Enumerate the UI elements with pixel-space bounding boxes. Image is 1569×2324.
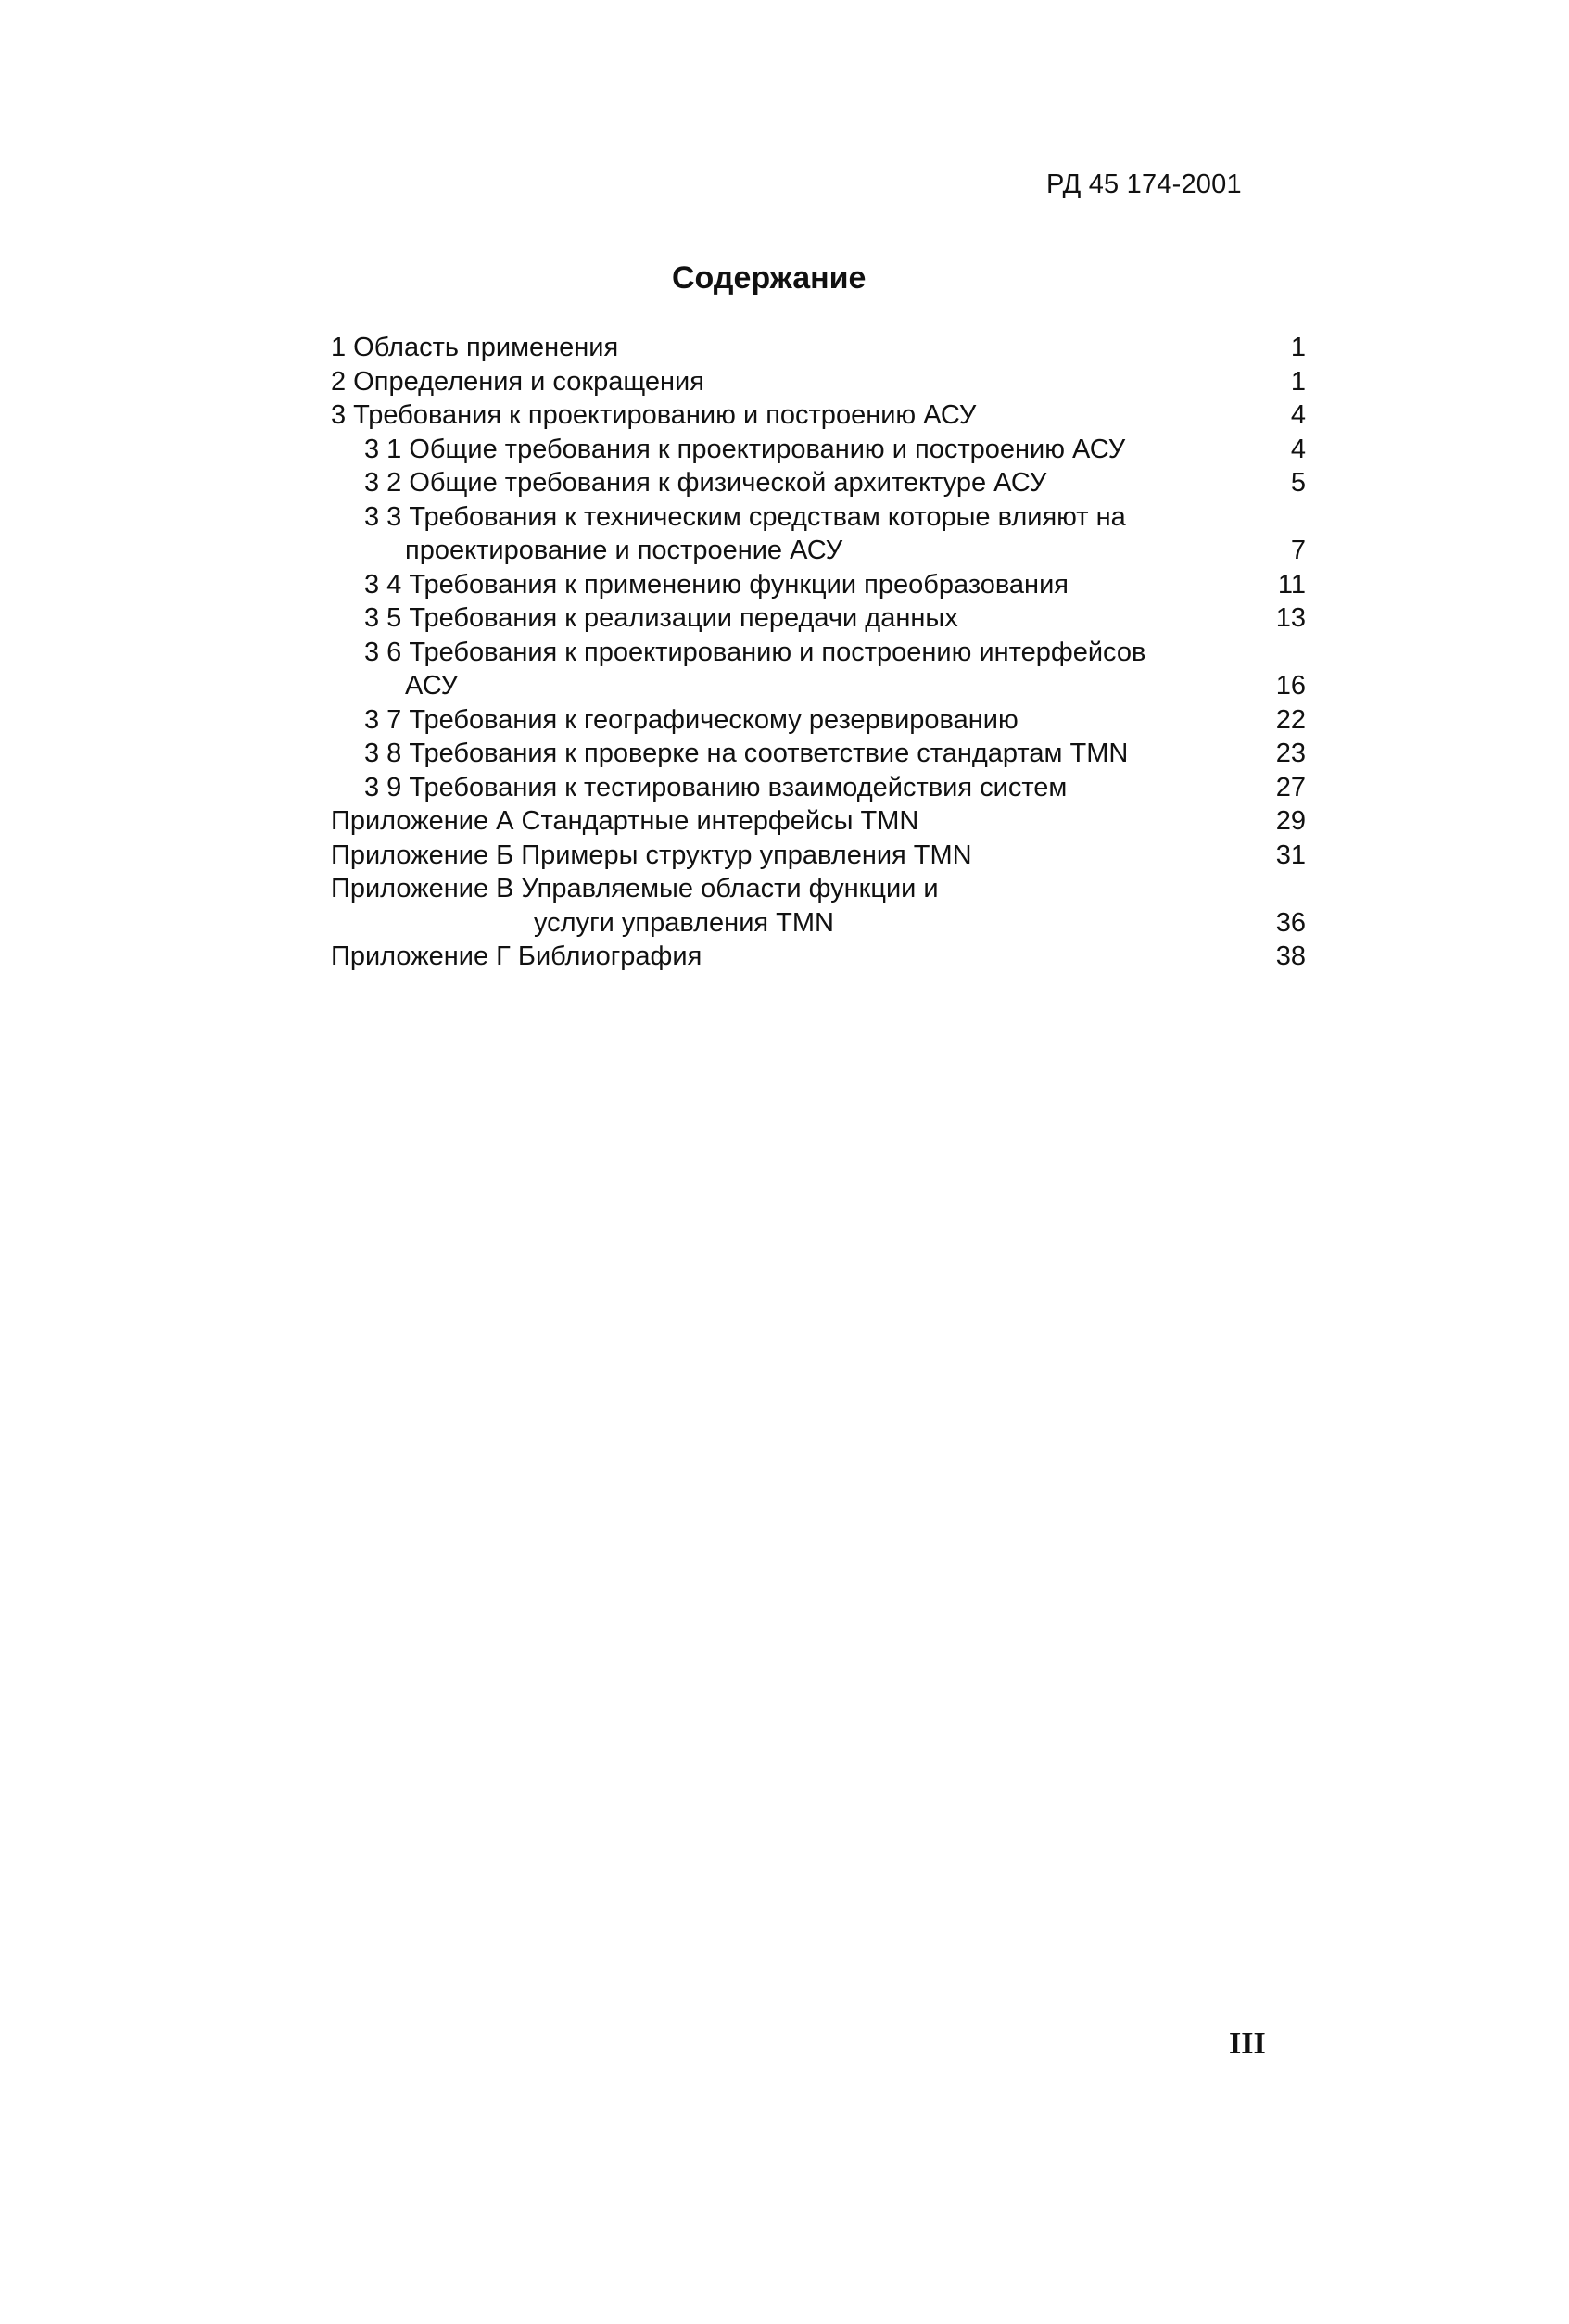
toc-entry-title: 3 5 Требования к реализации передачи данных	[364, 603, 958, 633]
toc-entry	[0, 669, 1569, 703]
toc-entry	[0, 804, 1569, 839]
toc-entry-page: 13	[1275, 603, 1306, 633]
toc-entry-page: 4	[1290, 434, 1306, 464]
toc-entry-title: 3 Требования к проектированию и построению АСУ	[331, 400, 977, 430]
toc-entry-title: проектирование и построение АСУ	[405, 536, 843, 565]
toc-entry-page: 38	[1275, 941, 1306, 971]
toc-entry	[0, 500, 1569, 535]
toc-entry-page: 1	[1290, 366, 1306, 397]
toc-entry-page: 7	[1290, 536, 1306, 565]
toc-entry-title: услуги управления TMN	[534, 907, 834, 938]
toc-entry-title: 3 2 Общие требования к физической архитектуре АСУ	[364, 468, 1047, 498]
toc-entry	[0, 839, 1569, 873]
toc-entry-page: 36	[1275, 907, 1306, 938]
toc-entry-page: 22	[1275, 704, 1306, 735]
toc-entry-title: Приложение В Управляемые области функции и	[331, 874, 939, 903]
toc-entry-page: 11	[1277, 569, 1306, 600]
toc-entry-title: Приложение А Стандартные интерфейсы TMN	[331, 806, 919, 836]
toc-entry	[0, 636, 1569, 670]
toc-entry-title: 3 4 Требования к применению функции преобразования	[364, 569, 1069, 600]
toc-entry	[0, 534, 1569, 568]
toc-entry	[0, 872, 1569, 906]
toc-entry-title: 3 9 Требования к тестированию взаимодействия систем	[364, 772, 1068, 802]
toc-entry	[0, 940, 1569, 974]
toc-entry-title: АСУ	[405, 671, 459, 701]
document-code: РД 45 174-2001	[1046, 170, 1242, 199]
toc-entry	[0, 771, 1569, 805]
table-of-contents	[0, 331, 1569, 974]
toc-entry-title: 2 Определения и сокращения	[331, 366, 704, 397]
toc-entry-page: 23	[1275, 739, 1306, 768]
toc-entry-title: 3 8 Требования к проверке на соответствие стандартам TMN	[364, 739, 1129, 768]
toc-entry-page: 1	[1290, 333, 1306, 362]
toc-entry	[0, 466, 1569, 500]
toc-entry	[0, 568, 1569, 602]
toc-entry-title: 3 7 Требования к географическому резервированию	[364, 704, 1019, 735]
toc-entry	[0, 331, 1569, 365]
toc-entry	[0, 703, 1569, 738]
toc-entry	[0, 365, 1569, 399]
toc-entry-page: 16	[1275, 671, 1306, 701]
toc-entry-title: 3 6 Требования к проектированию и построению интерфейсов	[364, 637, 1146, 667]
page-title: Содержание	[672, 260, 867, 296]
page-number: III	[1229, 2027, 1266, 2061]
toc-entry	[0, 433, 1569, 467]
toc-entry-page: 29	[1275, 806, 1306, 836]
toc-entry-page: 5	[1290, 468, 1306, 498]
toc-entry	[0, 601, 1569, 636]
toc-entry-page: 27	[1275, 772, 1306, 802]
toc-entry	[0, 737, 1569, 771]
toc-entry-title: 1 Область применения	[331, 333, 619, 362]
toc-entry	[0, 906, 1569, 941]
toc-entry	[0, 398, 1569, 433]
toc-entry-title: Приложение Г Библиография	[331, 941, 702, 971]
toc-entry-title: 3 3 Требования к техническим средствам которые влияют на	[364, 501, 1126, 532]
toc-entry-page: 4	[1290, 400, 1306, 430]
toc-entry-title: 3 1 Общие требования к проектированию и построению АСУ	[364, 434, 1126, 464]
toc-entry-page: 31	[1275, 840, 1306, 870]
toc-entry-title: Приложение Б Примеры структур управления TMN	[331, 840, 972, 870]
